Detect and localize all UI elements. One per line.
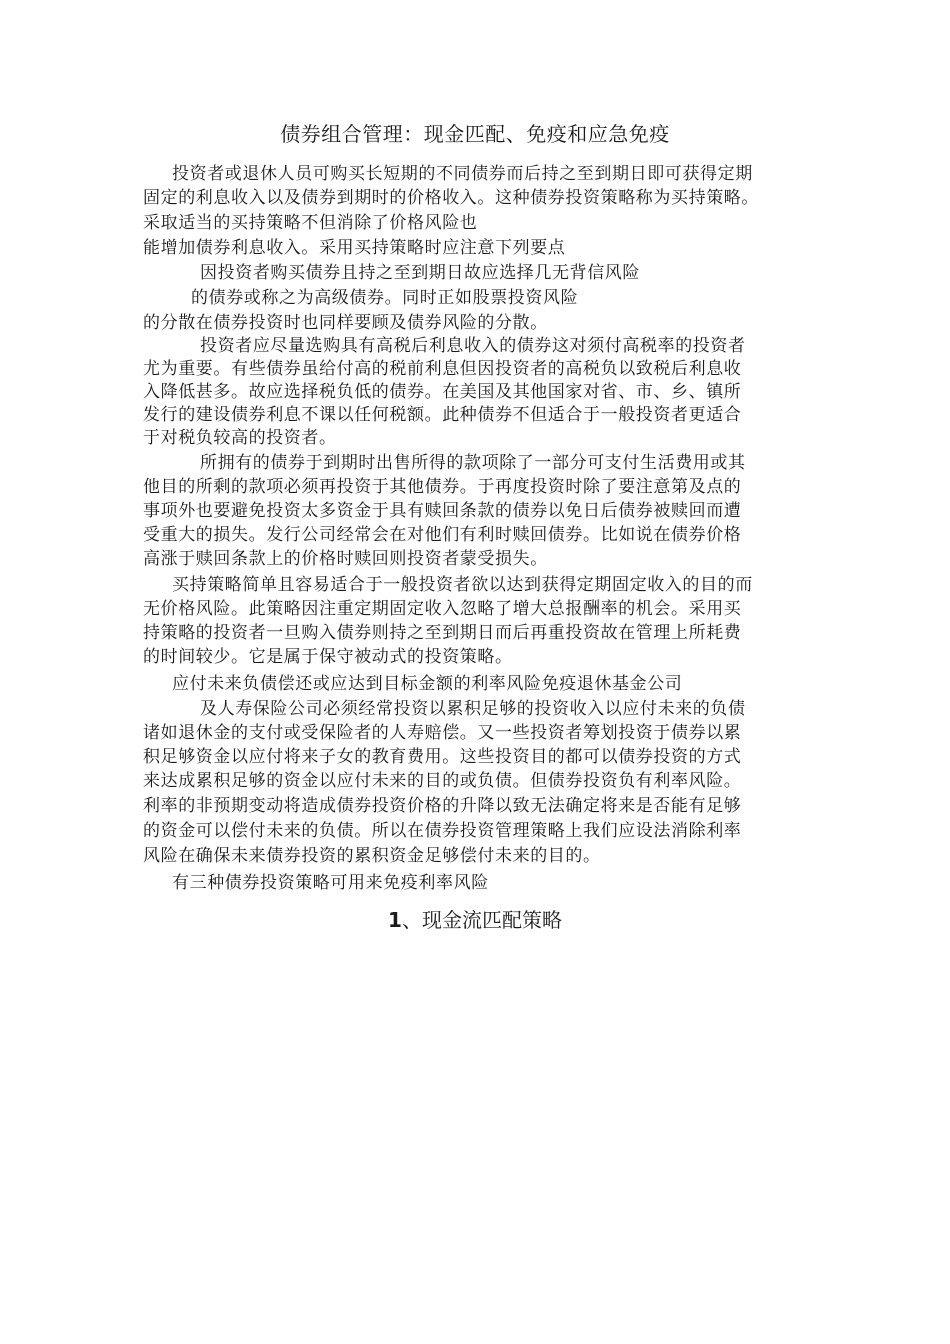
document-title: 债券组合管理：现金匹配、免疫和应急免疫: [280, 122, 670, 146]
paragraph-line: 事项外也要避免投资太多资金于具有赎回条款的债券以免日后债券被赎回而遭: [143, 501, 742, 521]
paragraph-line: 高涨于赎回条款上的价格时赎回则投资者蒙受损失。: [143, 549, 548, 569]
paragraph-line: 诸如退休金的支付或受保险者的人寿赔偿。又一些投资者筹划投资于债券以累: [143, 723, 742, 743]
paragraph-line: 投资者应尽量选购具有高税后利息收入的债券这对须付高税率的投资者: [200, 336, 746, 356]
paragraph-line: 受重大的损失。发行公司经常会在对他们有利时赎回债券。比如说在债券价格: [143, 525, 742, 545]
paragraph-line: 应付未来负债偿还或应达到目标金额的利率风险免疫退休基金公司: [172, 674, 683, 694]
paragraph-line: 的分散在债券投资时也同样要顾及债券风险的分散。: [143, 313, 548, 333]
paragraph-line: 固定的利息收入以及债券到期时的价格收入。这种债券投资策略称为买持策略。: [143, 188, 759, 208]
paragraph-line: 买持策略简单且容易适合于一般投资者欲以达到获得定期固定收入的目的而: [172, 575, 753, 595]
paragraph-line: 来达成累积足够的资金以应付未来的目的或负债。但债券投资负有利率风险。: [143, 771, 742, 791]
paragraph-line: 风险在确保未来债券投资的累积资金足够偿付未来的目的。: [143, 846, 601, 866]
paragraph-line: 持策略的投资者一旦购入债券则持之至到期日而后再重投资故在管理上所耗费: [143, 623, 742, 643]
paragraph-line: 利率的非预期变动将造成债券投资价格的升降以致无法确定将来是否能有足够: [143, 796, 742, 816]
paragraph-line: 能增加债券利息收入。采用买持策略时应注意下列要点: [143, 238, 566, 258]
paragraph-line: 于对税负较高的投资者。: [143, 428, 337, 448]
paragraph-line: 因投资者购买债券且持之至到期日故应选择几无背信风险: [200, 263, 640, 283]
paragraph-line: 投资者或退休人员可购买长短期的不同债券而后持之至到期日即可获得定期: [172, 164, 753, 184]
paragraph-line: 的资金可以偿付未来的负债。所以在债券投资管理策略上我们应设法消除利率: [143, 821, 742, 841]
paragraph-line: 的时间较少。它是属于保守被动式的投资策略。: [143, 647, 513, 667]
paragraph-line: 有三种债券投资策略可用来免疫利率风险: [172, 873, 489, 893]
paragraph-line: 发行的建设债券利息不课以任何税额。此种债券不但适合于一般投资者更适合: [143, 405, 742, 425]
paragraph-line: 所拥有的债券于到期时出售所得的款项除了一部分可支付生活费用或其: [200, 453, 746, 473]
section-heading-number: 1: [388, 908, 402, 932]
paragraph-line: 及人寿保险公司必须经常投资以累积足够的投资收入以应付未来的负债: [200, 699, 746, 719]
section-heading: [0, 906, 950, 934]
paragraph-line: 尤为重要。有些债券虽给付高的税前利息但因投资者的高税负以致税后利息收: [143, 359, 742, 379]
section-heading-text: 、现金流匹配策略: [401, 908, 562, 932]
paragraph-line: 无价格风险。此策略因注重定期固定收入忽略了增大总报酬率的机会。采用买: [143, 599, 742, 619]
paragraph-line: 他目的所剩的款项必须再投资于其他债券。于再度投资时除了要注意第及点的: [143, 477, 742, 497]
paragraph-line: 采取适当的买持策略不但消除了价格风险也: [143, 213, 478, 233]
paragraph-line: 积足够资金以应付将来子女的教育费用。这些投资目的都可以债券投资的方式: [143, 747, 742, 767]
paragraph-line: 入降低甚多。故应选择税负低的债券。在美国及其他国家对省、市、乡、镇所: [143, 382, 742, 402]
paragraph-line: 的债券或称之为高级债券。同时正如股票投资风险: [191, 288, 579, 308]
